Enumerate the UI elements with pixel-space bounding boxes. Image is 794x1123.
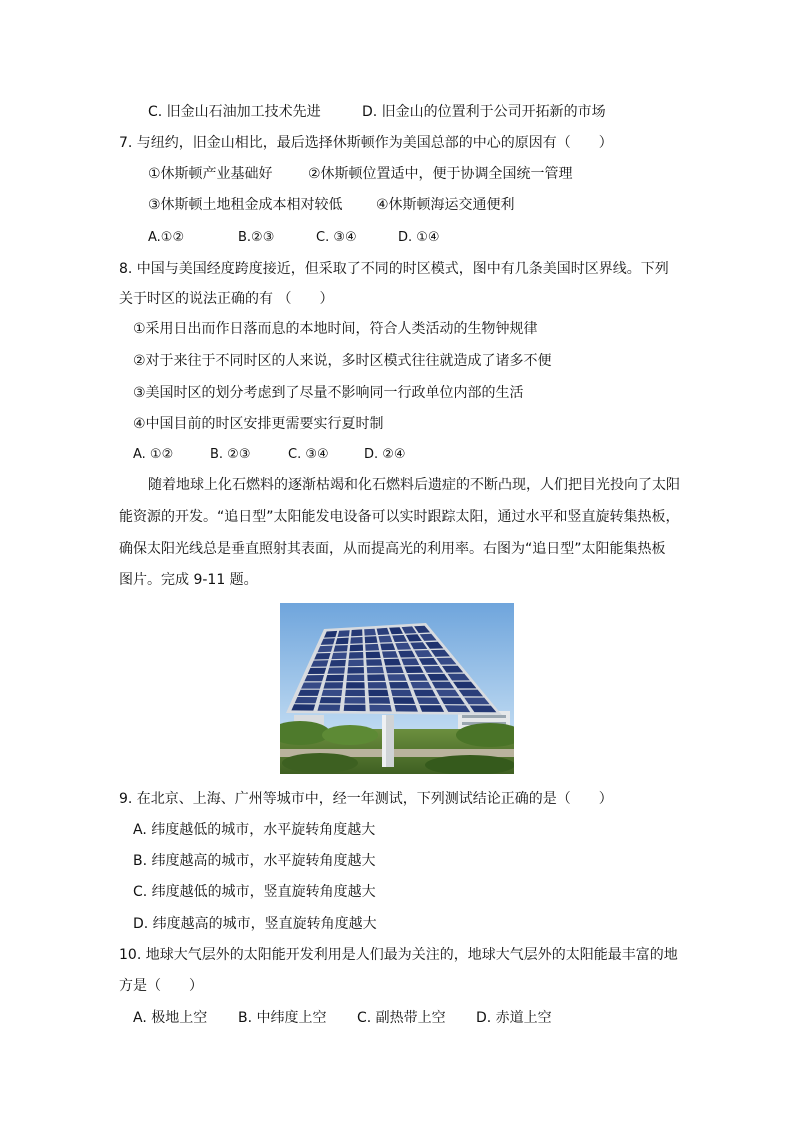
solar-cell [365,636,378,643]
q7-item-4: ④休斯顿海运交通便利 [376,197,515,213]
solar-cell [380,643,395,650]
q10-option-c: C. 副热带上空 [357,1010,446,1026]
q10-option-a: A. 极地上空 [133,1010,208,1026]
solar-cell [367,674,385,681]
solar-cell [336,638,349,645]
solar-cell [386,667,404,674]
solar-cell [338,630,350,637]
q7-item-1: ①休斯顿产业基础好 [148,166,273,182]
solar-cell [344,705,366,711]
solar-cell [326,675,345,681]
passage-line-3: 确保太阳光线总是垂直照射其表面，从而提高光的利用率。右图为“追日型”太阳能集热板 [119,541,666,557]
q8-option-d: D. ②④ [364,447,406,462]
solar-cell [349,652,364,659]
solar-cell [324,682,344,688]
solar-cell [367,667,384,674]
q6-option-c: C. 旧金山石油加工技术先进 [148,104,321,120]
q8-stem-line-1: 8. 中国与美国经度跨度接近，但采取了不同的时区模式，图中有几条美国时区界线。下列 [119,261,669,277]
solar-cell [364,629,376,636]
solar-cell [365,644,379,651]
q8-option-c: C. ③④ [288,447,329,462]
q8-item-4: ④中国目前的时区安排更需要实行夏时制 [133,416,384,432]
solar-cell [334,645,348,652]
passage-line-1: 随着地球上化石燃料的逐渐枯竭和化石燃料后遗症的不断凸现，人们把目光投向了太阳 [148,477,680,493]
q8-option-b: B. ②③ [210,447,251,462]
solar-cell [368,690,388,696]
solar-cell [318,705,341,711]
q8-item-1: ①采用日出而作日落而息的本地时间，符合人类活动的生物钟规律 [133,321,538,337]
solar-cell [348,660,364,667]
q9-option-b: B. 纬度越高的城市，水平旋转角度越大 [133,853,376,869]
solar-cell [314,653,330,660]
solar-cell [407,674,427,681]
solar-cell [366,652,381,659]
q7-option-d: D. ①④ [398,230,440,245]
solar-cell [393,697,415,704]
solar-cell [378,636,392,643]
solar-cell [347,675,365,682]
solar-cell [332,653,347,660]
q7-stem: 7. 与纽约，旧金山相比，最后选择休斯顿作为美国总部的中心的原因有（ ） [119,135,613,151]
q8-item-2: ②对于来往于不同时区的人来说，多时区模式往往就造成了诸多不便 [133,353,552,369]
q9-option-c: C. 纬度越低的城市，竖直旋转角度越大 [133,884,376,900]
solar-cell [369,705,391,712]
solar-cell [369,697,390,703]
solar-cell [330,660,346,667]
solar-cell [391,690,412,697]
q10-option-d: D. 赤道上空 [476,1010,552,1026]
solar-cell [382,651,398,658]
q10-option-b: B. 中纬度上空 [238,1010,327,1026]
q10-stem-line-1: 10. 地球大气层外的太阳能开发利用是人们最为关注的，地球大气层外的太阳能最丰富的地 [119,947,678,963]
solar-cell [298,690,320,696]
solar-cell [322,690,343,696]
passage-line-4: 图片。完成 9-11 题。 [119,572,258,588]
solar-cell [414,690,436,697]
q7-option-a: A.①② [148,230,185,245]
solar-cell [320,697,342,703]
q8-option-a: A. ①② [133,447,174,462]
solar-cell [311,660,329,667]
solar-cell [345,690,365,696]
q8-item-3: ③美国时区的划分考虑到了尽量不影响同一行政单位内部的生活 [133,385,524,401]
solar-cell [420,705,445,712]
solar-cell [308,668,327,674]
solar-cell [384,659,401,666]
solar-cell [389,682,409,689]
solar-cell [350,637,362,644]
q9-option-a: A. 纬度越低的城市，水平旋转角度越大 [133,822,376,838]
q7-item-3: ③休斯顿土地租金成本相对较低 [148,197,343,213]
q7-option-c: C. ③④ [316,230,357,245]
solar-cell [347,667,364,674]
solar-cell [351,629,362,636]
solar-cell [387,674,406,681]
solar-cell [395,705,418,712]
solar-cell [346,682,365,688]
solar-cell [301,682,322,688]
solar-panel-photo [280,603,514,774]
solar-cell [291,704,315,710]
solar-cell [368,682,387,688]
solar-cell [366,659,382,666]
solar-cell [350,645,364,652]
q10-stem-line-2: 方是（ ） [119,978,203,994]
solar-cell [304,675,324,681]
passage-line-2: 能资源的开发。“追日型”太阳能发电设备可以实时跟踪太阳，通过水平和竖直旋转集热板， [119,509,680,525]
solar-cell [328,667,346,673]
q7-option-b: B.②③ [238,230,275,245]
solar-cell [410,682,431,689]
q7-item-2: ②休斯顿位置适中，便于协调全国统一管理 [308,166,573,182]
q9-option-d: D. 纬度越高的城市，竖直旋转角度越大 [133,916,377,932]
q9-stem: 9. 在北京、上海、广州等城市中，经一年测试，下列测试结论正确的是（ ） [119,791,613,807]
q8-stem-line-2: 关于时区的说法正确的有 （ ） [119,291,334,307]
solar-cell [295,697,318,703]
solar-cell [417,697,441,704]
solar-cell [344,697,365,703]
q6-option-d: D. 旧金山的位置利于公司开拓新的市场 [362,104,606,120]
